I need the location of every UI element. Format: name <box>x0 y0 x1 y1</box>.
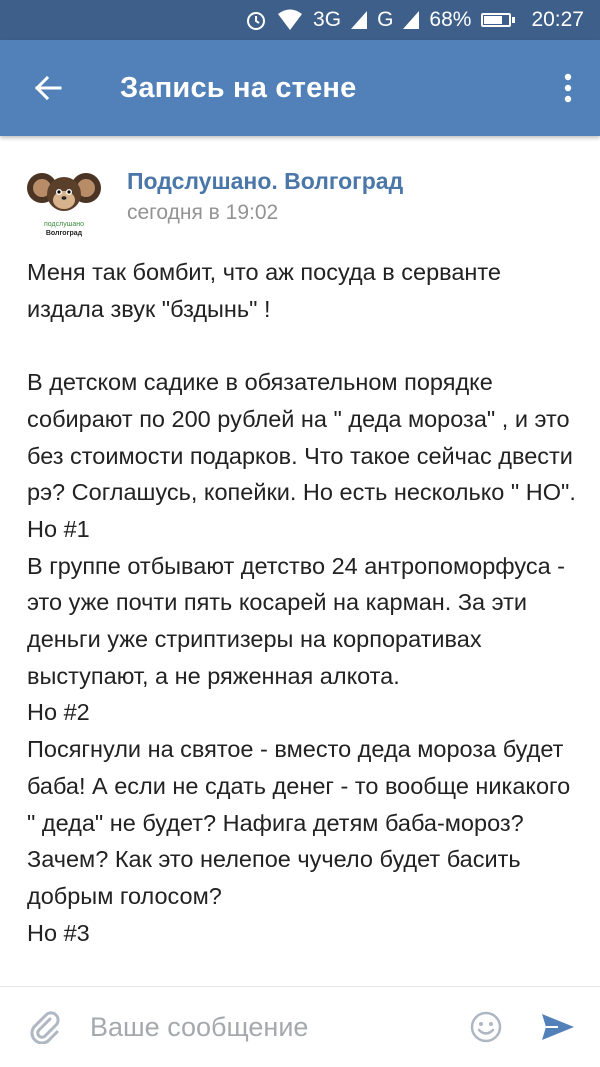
wifi-icon <box>277 9 303 31</box>
back-button[interactable] <box>0 40 96 136</box>
alarm-icon <box>245 9 267 31</box>
clock: 20:27 <box>531 8 584 31</box>
more-vertical-icon <box>564 73 572 103</box>
post-text <box>27 254 582 951</box>
avatar-caption-1: подслушано <box>44 221 84 228</box>
post-paragraph: Меня так бомбит, что аж посуда в серванте издала звук "бздынь" ! <box>27 259 508 322</box>
signal-icon <box>351 11 367 29</box>
post-paragraph <box>27 327 582 364</box>
cheburashka-logo-icon <box>24 162 104 242</box>
more-options-button[interactable] <box>536 40 600 136</box>
network-g-label: G <box>377 8 394 31</box>
author-name[interactable]: Подслушано. Волгоград <box>127 168 404 194</box>
message-input[interactable] <box>90 1012 456 1043</box>
avatar[interactable] <box>24 162 104 242</box>
network-3g-label: 3G <box>313 8 342 31</box>
wall-post <box>0 136 600 986</box>
post-paragraph: Но #3 <box>27 919 90 946</box>
post-paragraph: В детском садике в обязательном порядке собирают по 200 рублей на " деда мороза" , и это без стоимости подарков. Что такое сейчас двести рэ? Соглашусь, копейки. Но есть несколько " НО". <box>27 369 580 506</box>
post-paragraph: Но #2 <box>27 699 90 726</box>
attach-button[interactable] <box>0 1010 90 1044</box>
message-composer <box>0 986 600 1067</box>
page-title: Запись на стене <box>120 71 357 104</box>
post-paragraph: В группе отбывают детство 24 антропоморфуса - это уже почти пять косарей на карман. За эти деньги уже стриптизеры на корпоративах выступают, а не ряженная алкота. <box>27 552 572 689</box>
smile-icon <box>469 1010 503 1044</box>
post-time: сегодня в 19:02 <box>127 201 279 224</box>
arrow-left-icon <box>33 73 63 103</box>
post-paragraph: Но #1 <box>27 515 90 542</box>
status-bar <box>0 0 600 40</box>
post-paragraph: Посягнули на святое - вместо деда мороза будет баба! А если не сдать денег - то вообще никакого " деда" не будет? Нафига детям баба-мороз? Зачем? Как это нелепое чучело будет басить добрым голосом? <box>27 736 577 909</box>
avatar-caption-2: Волгоград <box>45 230 83 237</box>
send-button[interactable] <box>516 1012 600 1042</box>
paperclip-icon <box>28 1010 62 1044</box>
send-icon <box>540 1012 576 1042</box>
post-header <box>24 162 403 242</box>
signal-icon-2 <box>403 11 419 29</box>
battery-percent: 68% <box>429 8 472 31</box>
app-toolbar <box>0 40 600 136</box>
battery-icon <box>481 13 515 27</box>
author-info <box>127 168 403 242</box>
emoji-button[interactable] <box>456 1010 516 1044</box>
